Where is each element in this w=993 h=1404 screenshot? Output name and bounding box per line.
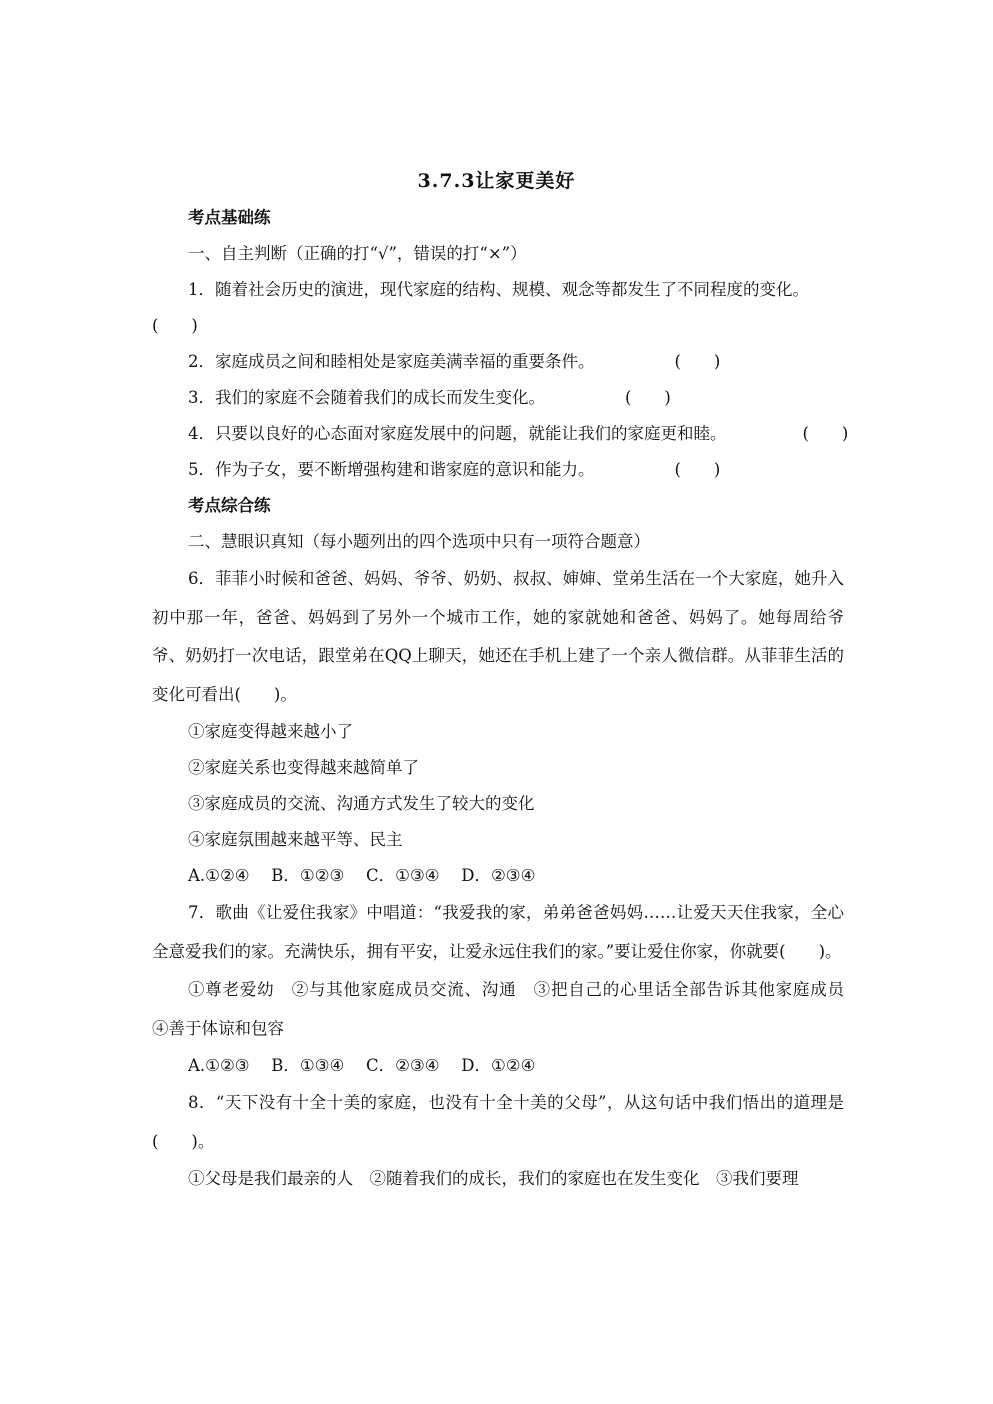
item-text: 1．随着社会历史的演进，现代家庭的结构、规模、观念等都发生了不同程度的变化。 (188, 280, 809, 299)
section-heading-basic: 考点基础练 (188, 208, 271, 227)
answer-blank: ( ) (674, 352, 721, 371)
section-heading-comprehensive: 考点综合练 (188, 496, 271, 515)
answer-blank: ( ) (625, 388, 671, 407)
judgment-item-1 (152, 272, 844, 308)
page-title: 3.7.3让家更美好 (417, 170, 576, 192)
item-text: 4．只要以良好的心态面对家庭发展中的问题，就能让我们的家庭更和睦。 (188, 424, 727, 443)
part-one-title: 一、自主判断（正确的打“√”，错误的打“×”） (188, 244, 527, 263)
q6-option-1: ①家庭变得越来越小了 (188, 722, 353, 741)
item-text: 5．作为子女，要不断增强构建和谐家庭的意识和能力。 (188, 460, 595, 479)
q7-choices: A.①②③ B．①③④ C．②③④ D．①②④ (188, 1056, 536, 1075)
document-body (152, 200, 861, 1197)
question-7-stem: 7．歌曲《让爱住我家》中唱道：“我爱我的家，弟弟爸爸妈妈……让爱天天住我家，全心全意爱我们的家。充满快乐，拥有平安，让爱永远住我们的家。”要让爱住你家，你就要( )。 (152, 903, 844, 961)
question-6-stem: 6．菲菲小时候和爸爸、妈妈、爷爷、奶奶、叔叔、婶婶、堂弟生活在一个大家庭，她升入初中那一年，爸爸、妈妈到了另外一个城市工作，她的家就她和爸爸、妈妈了。她每周给爷爷、奶奶打一次电话，跟堂弟在QQ上聊天，她还在手机上建了一个亲人微信群。从菲菲生活的变化可看出( )。 (152, 569, 844, 704)
q6-option-3: ③家庭成员的交流、沟通方式发生了较大的变化 (188, 794, 535, 813)
q7-options: ①尊老爱幼 ②与其他家庭成员交流、沟通 ③把自己的心里话全部告诉其他家庭成员 ④善于体谅和包容 (152, 980, 861, 1038)
q8-options-partial: ①父母是我们最亲的人 ②随着我们的成长，我们的家庭也在发生变化 ③我们要理 (188, 1169, 799, 1188)
question-8-stem: 8．“天下没有十全十美的家庭，也没有十全十美的父母”，从这句话中我们悟出的道理是( )。 (152, 1093, 844, 1151)
q6-option-4: ④家庭氛围越来越平等、民主 (188, 830, 403, 849)
answer-blank: ( ) (674, 460, 721, 479)
item-text: 2．家庭成员之间和睦相处是家庭美满幸福的重要条件。 (188, 352, 595, 371)
answer-blank: ( ) (152, 316, 198, 335)
judgment-item-2 (152, 344, 844, 380)
judgment-item-5 (152, 452, 844, 488)
q6-choices: A.①②④ B．①②③ C．①③④ D．②③④ (188, 866, 536, 885)
judgment-item-3 (152, 380, 844, 416)
q6-option-2: ②家庭关系也变得越来越简单了 (188, 758, 419, 777)
part-two-title: 二、慧眼识真知（每小题列出的四个选项中只有一项符合题意） (188, 532, 650, 551)
judgment-item-1-blank (152, 308, 844, 344)
answer-blank: ( ) (802, 424, 849, 443)
judgment-item-4 (152, 416, 849, 452)
item-text: 3．我们的家庭不会随着我们的成长而发生变化。 (188, 388, 545, 407)
